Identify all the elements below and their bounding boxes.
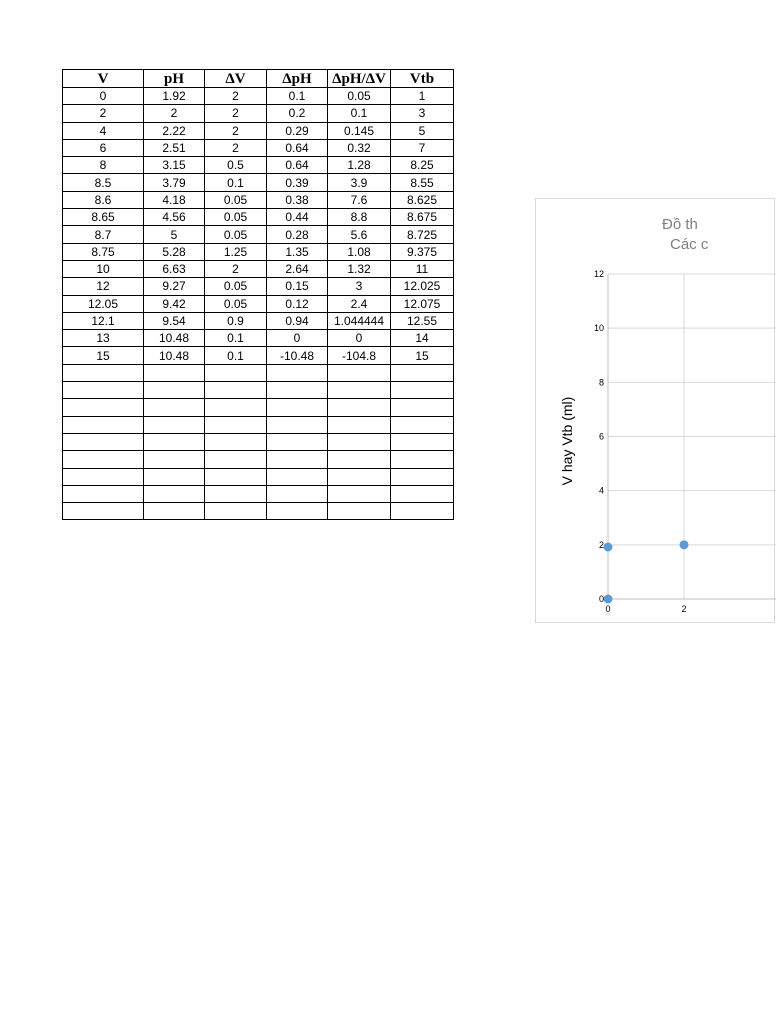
table-cell[interactable]: 0.94 — [267, 312, 328, 329]
table-cell[interactable]: 0 — [328, 330, 391, 347]
table-cell[interactable]: 8.725 — [391, 226, 454, 243]
table-cell[interactable]: 7 — [391, 139, 454, 156]
data-point — [604, 543, 613, 552]
table-cell[interactable]: 8.55 — [391, 174, 454, 191]
table-cell[interactable]: 8.6 — [63, 191, 144, 208]
table-cell[interactable]: 0.05 — [205, 191, 267, 208]
y-tick-label: 6 — [598, 431, 604, 442]
table-cell[interactable]: 5 — [391, 122, 454, 139]
table-cell[interactable]: 2 — [205, 105, 267, 122]
table-cell[interactable]: 1.35 — [267, 243, 328, 260]
table-cell[interactable]: 3 — [328, 278, 391, 295]
table-cell[interactable]: 0.05 — [328, 88, 391, 105]
table-cell[interactable]: 10.48 — [144, 330, 205, 347]
table-cell[interactable]: 0.05 — [205, 278, 267, 295]
table-cell[interactable]: 0.05 — [205, 209, 267, 226]
table-cell[interactable]: 6 — [63, 139, 144, 156]
table-cell[interactable]: 0.44 — [267, 209, 328, 226]
table-cell[interactable]: 4 — [63, 122, 144, 139]
table-cell[interactable]: 0.1 — [205, 330, 267, 347]
table-cell[interactable]: 2.4 — [328, 295, 391, 312]
table-cell[interactable]: 2 — [205, 260, 267, 277]
table-cell[interactable]: 8.5 — [63, 174, 144, 191]
table-cell[interactable]: 0.05 — [205, 295, 267, 312]
table-cell[interactable]: 0.1 — [267, 88, 328, 105]
table-cell[interactable]: 0.5 — [205, 157, 267, 174]
table-cell[interactable]: 2 — [63, 105, 144, 122]
table-cell[interactable]: 2.22 — [144, 122, 205, 139]
table-cell[interactable]: 8.675 — [391, 209, 454, 226]
table-cell[interactable]: 3.79 — [144, 174, 205, 191]
header-delta-v[interactable]: ΔV — [205, 70, 267, 88]
table-cell[interactable]: 3.9 — [328, 174, 391, 191]
table-cell[interactable]: 1.08 — [328, 243, 391, 260]
table-cell[interactable]: 1.32 — [328, 260, 391, 277]
table-cell[interactable]: 1.28 — [328, 157, 391, 174]
table-cell[interactable]: 0.29 — [267, 122, 328, 139]
table-cell[interactable]: -104.8 — [328, 347, 391, 364]
table-cell[interactable]: 9.27 — [144, 278, 205, 295]
table-cell[interactable]: 8.8 — [328, 209, 391, 226]
table-cell[interactable]: 0 — [267, 330, 328, 347]
table-cell[interactable]: 8 — [63, 157, 144, 174]
table-cell[interactable]: 0.38 — [267, 191, 328, 208]
table-cell[interactable]: 0.05 — [205, 226, 267, 243]
table-cell[interactable]: 10 — [63, 260, 144, 277]
table-cell[interactable]: 1.92 — [144, 88, 205, 105]
table-cell[interactable]: 2 — [205, 88, 267, 105]
table-cell[interactable]: 2.64 — [267, 260, 328, 277]
table-cell[interactable]: 7.6 — [328, 191, 391, 208]
table-cell[interactable]: 12.1 — [63, 312, 144, 329]
chart-title-line-2: Các c — [670, 236, 709, 253]
table-cell[interactable]: 0.2 — [267, 105, 328, 122]
table-cell[interactable]: 0.12 — [267, 295, 328, 312]
table-cell[interactable]: 0.1 — [205, 347, 267, 364]
header-delta-ph-per-delta-v[interactable]: ΔpH/ΔV — [328, 70, 391, 88]
header-v[interactable]: V — [63, 70, 144, 88]
table-cell[interactable]: 3 — [391, 105, 454, 122]
table-cell[interactable]: 2 — [205, 139, 267, 156]
table-cell[interactable]: 0.15 — [267, 278, 328, 295]
table-cell[interactable]: 1.25 — [205, 243, 267, 260]
table-cell[interactable]: 8.65 — [63, 209, 144, 226]
table-cell[interactable]: 15 — [63, 347, 144, 364]
table-cell[interactable]: 5.28 — [144, 243, 205, 260]
table-cell[interactable]: 8.7 — [63, 226, 144, 243]
table-cell[interactable]: 0.64 — [267, 139, 328, 156]
table-cell[interactable]: 2 — [144, 105, 205, 122]
table-cell[interactable]: 0.145 — [328, 122, 391, 139]
table-cell[interactable]: 9.54 — [144, 312, 205, 329]
table-cell[interactable]: 12.075 — [391, 295, 454, 312]
x-tick-label: 0 — [605, 604, 611, 614]
table-cell[interactable]: 0.64 — [267, 157, 328, 174]
table-cell[interactable]: 0.39 — [267, 174, 328, 191]
data-point — [680, 540, 689, 549]
table-cell[interactable]: 0.1 — [328, 105, 391, 122]
table-cell[interactable]: 1 — [391, 88, 454, 105]
y-tick-label: 8 — [598, 377, 604, 388]
table-cell[interactable]: 9.375 — [391, 243, 454, 260]
table-cell[interactable]: 5 — [144, 226, 205, 243]
table-cell[interactable]: 12.05 — [63, 295, 144, 312]
y-tick-label: 4 — [598, 485, 604, 496]
y-tick-label: 10 — [593, 323, 604, 334]
table-cell[interactable]: 11 — [391, 260, 454, 277]
table-cell[interactable]: 13 — [63, 330, 144, 347]
y-tick-label: 2 — [598, 539, 604, 550]
table-cell[interactable]: 8.625 — [391, 191, 454, 208]
table-cell[interactable]: 0.9 — [205, 312, 267, 329]
header-delta-ph[interactable]: ΔpH — [267, 70, 328, 88]
table-cell[interactable]: 10.48 — [144, 347, 205, 364]
y-tick-label: 0 — [598, 594, 604, 604]
table-cell[interactable]: 14 — [391, 330, 454, 347]
table-cell[interactable]: 0.28 — [267, 226, 328, 243]
table-cell[interactable]: 6.63 — [144, 260, 205, 277]
table-cell[interactable]: 4.18 — [144, 191, 205, 208]
table-cell[interactable]: 2 — [205, 122, 267, 139]
chart-title-line-1: Đồ th — [662, 216, 698, 233]
table-cell[interactable]: 15 — [391, 347, 454, 364]
table-cell[interactable]: 0.1 — [205, 174, 267, 191]
table-cell[interactable]: 4.56 — [144, 209, 205, 226]
table-cell[interactable]: -10.48 — [267, 347, 328, 364]
y-tick-label: 12 — [593, 269, 604, 279]
data-point — [604, 595, 613, 604]
x-tick-label: 2 — [681, 604, 687, 614]
table-cell[interactable]: 5.6 — [328, 226, 391, 243]
table-cell[interactable]: 12.55 — [391, 312, 454, 329]
table-cell[interactable]: 3.15 — [144, 157, 205, 174]
header-vtb[interactable]: Vtb — [391, 70, 454, 88]
table-cell[interactable]: 8.75 — [63, 243, 144, 260]
y-axis-label: V hay Vtb (ml) — [559, 396, 575, 486]
table-cell[interactable]: 8.25 — [391, 157, 454, 174]
table-cell[interactable]: 2.51 — [144, 139, 205, 156]
table-cell[interactable]: 9.42 — [144, 295, 205, 312]
table-cell[interactable]: 1.044444 — [328, 312, 391, 329]
table-cell[interactable]: 12 — [63, 278, 144, 295]
table-cell[interactable]: 12.025 — [391, 278, 454, 295]
header-ph[interactable]: pH — [144, 70, 205, 88]
table-cell[interactable]: 0 — [63, 88, 144, 105]
table-cell[interactable]: 0.32 — [328, 139, 391, 156]
